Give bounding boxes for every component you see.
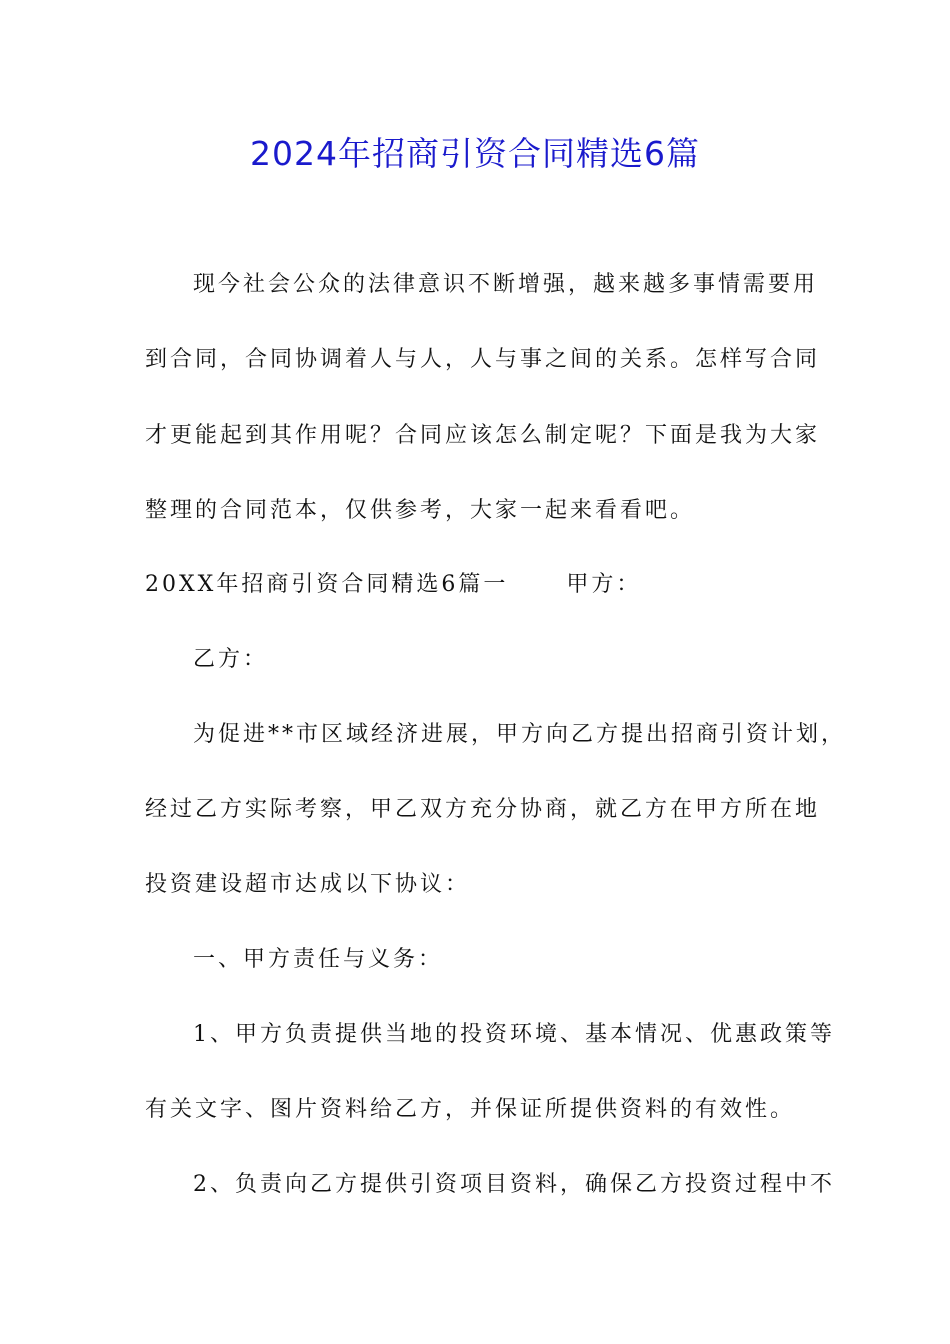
paragraph-line: 经过乙方实际考察，甲乙双方充分协商，就乙方在甲方所在地 [145, 797, 821, 822]
paragraph-line: 为促进**市区域经济进展，甲方向乙方提出招商引资计划， [193, 722, 847, 747]
paragraph-line: 投资建设超市达成以下协议： [145, 872, 471, 897]
paragraph-line: 才更能起到其作用呢？合同应该怎么制定呢？下面是我为大家 [145, 423, 821, 448]
paragraph-line: 2、负责向乙方提供引资项目资料，确保乙方投资过程中不 [193, 1172, 835, 1197]
section-heading-line [145, 570, 641, 600]
document-title: 2024年招商引资合同精选6篇 [250, 134, 700, 173]
paragraph-line: 到合同，合同协调着人与人，人与事之间的关系。怎样写合同 [145, 347, 821, 372]
paragraph-line: 1、甲方负责提供当地的投资环境、基本情况、优惠政策等 [193, 1022, 835, 1047]
paragraph-line: 整理的合同范本，仅供参考，大家一起来看看吧。 [145, 498, 696, 523]
party-b-label: 乙方： [193, 647, 269, 672]
paragraph-line: 有关文字、图片资料给乙方，并保证所提供资料的有效性。 [145, 1097, 796, 1122]
paragraph-line: 现今社会公众的法律意识不断增强，越来越多事情需要用 [193, 272, 819, 297]
party-a-label: 甲方： [566, 572, 642, 597]
clause-heading: 一、甲方责任与义务： [193, 947, 444, 972]
section-heading: 20XX年招商引资合同精选6篇一 [145, 572, 509, 597]
